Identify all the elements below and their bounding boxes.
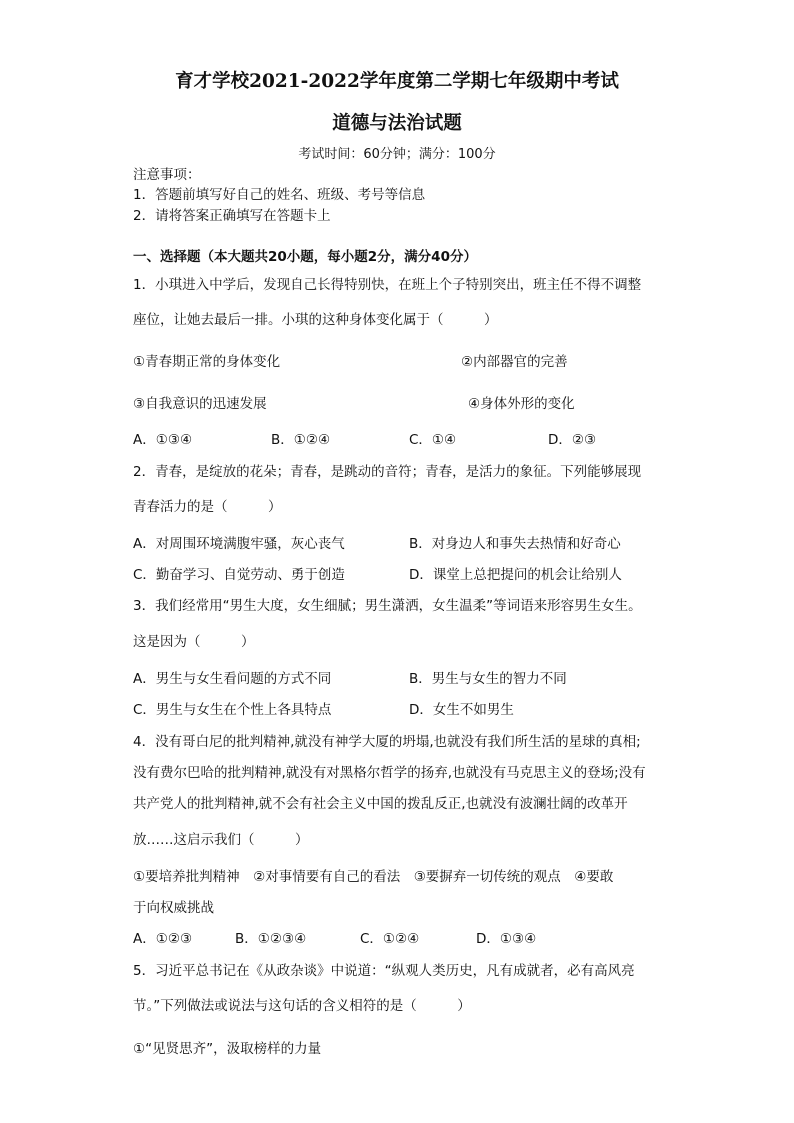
statement: ①要培养批判精神 ②对事情要有自己的看法 ③要摒弃一切传统的观点 ④要敢 xyxy=(133,869,614,885)
option-d: D．①③④ xyxy=(476,931,537,947)
notes-heading: 注意事项： xyxy=(133,167,201,183)
statement: ②内部器官的完善 xyxy=(461,354,568,370)
option-b: B．①②④ xyxy=(271,432,331,448)
question-2-text: 2．青春，是绽放的花朵；青春，是跳动的音符；青春，是活力的象征。下列能够展现 xyxy=(133,464,642,480)
statement: ④身体外形的变化 xyxy=(468,396,575,412)
note-item: 1．答题前填写好自己的姓名、班级、考号等信息 xyxy=(133,187,426,203)
question-5-text: 节。”下列做法或说法与这句话的含义相符的是（ ） xyxy=(133,998,471,1014)
option-b: B．对身边人和事失去热情和好奇心 xyxy=(409,536,621,552)
option-a: A．①③④ xyxy=(133,432,193,448)
exam-info: 考试时间：60分钟；满分：100分 xyxy=(298,147,496,162)
question-4-text: 放……这启示我们（ ） xyxy=(133,832,309,848)
option-c: C．勤奋学习、自觉劳动、勇于创造 xyxy=(133,567,345,583)
section-heading: 一、选择题（本大题共20小题，每小题2分，满分40分） xyxy=(133,249,477,265)
option-c: C．①②④ xyxy=(360,931,420,947)
statement: ①“见贤思齐”，汲取榜样的力量 xyxy=(133,1041,322,1057)
question-4-text: 共产党人的批判精神,就不会有社会主义中国的拨乱反正,也就没有波澜壮阔的改革开 xyxy=(133,796,628,812)
option-b: B．男生与女生的智力不同 xyxy=(409,671,567,687)
option-b: B．①②③④ xyxy=(235,931,307,947)
question-5-text: 5．习近平总书记在《从政杂谈》中说道：“纵观人类历史，凡有成就者，必有高风亮 xyxy=(133,963,635,979)
option-d: D．女生不如男生 xyxy=(409,702,514,718)
note-item: 2．请将答案正确填写在答题卡上 xyxy=(133,208,331,224)
question-3-text: 这是因为（ ） xyxy=(133,634,255,650)
statement: ③自我意识的迅速发展 xyxy=(133,396,267,412)
option-a: A．对周围环境满腹牢骚，灰心丧气 xyxy=(133,536,345,552)
question-1-text: 座位，让她去最后一排。小琪的这种身体变化属于（ ） xyxy=(133,312,498,328)
exam-title: 育才学校2021-2022学年度第二学期七年级期中考试 xyxy=(175,71,619,92)
option-c: C．①④ xyxy=(409,432,457,448)
option-d: D．课堂上总把提问的机会让给别人 xyxy=(409,567,622,583)
question-3-text: 3．我们经常用“男生大度，女生细腻；男生潇洒，女生温柔”等词语来形容男生女生。 xyxy=(133,598,642,614)
exam-subtitle: 道德与法治试题 xyxy=(332,113,462,134)
option-a: A．①②③ xyxy=(133,931,193,947)
question-4-text: 4．没有哥白尼的批判精神,就没有神学大厦的坍塌,也就没有我们所生活的星球的真相; xyxy=(133,734,641,750)
statement: 于向权威挑战 xyxy=(133,900,214,916)
question-2-text: 青春活力的是（ ） xyxy=(133,499,282,515)
question-4-text: 没有费尔巴哈的批判精神,就没有对黑格尔哲学的扬弃,也就没有马克思主义的登场;没有 xyxy=(133,765,646,781)
option-c: C．男生与女生在个性上各具特点 xyxy=(133,702,332,718)
question-1-text: 1．小琪进入中学后，发现自己长得特别快，在班上个子特别突出，班主任不得不调整 xyxy=(133,277,642,293)
option-a: A．男生与女生看问题的方式不同 xyxy=(133,671,332,687)
statement: ①青春期正常的身体变化 xyxy=(133,354,281,370)
option-d: D．②③ xyxy=(548,432,597,448)
